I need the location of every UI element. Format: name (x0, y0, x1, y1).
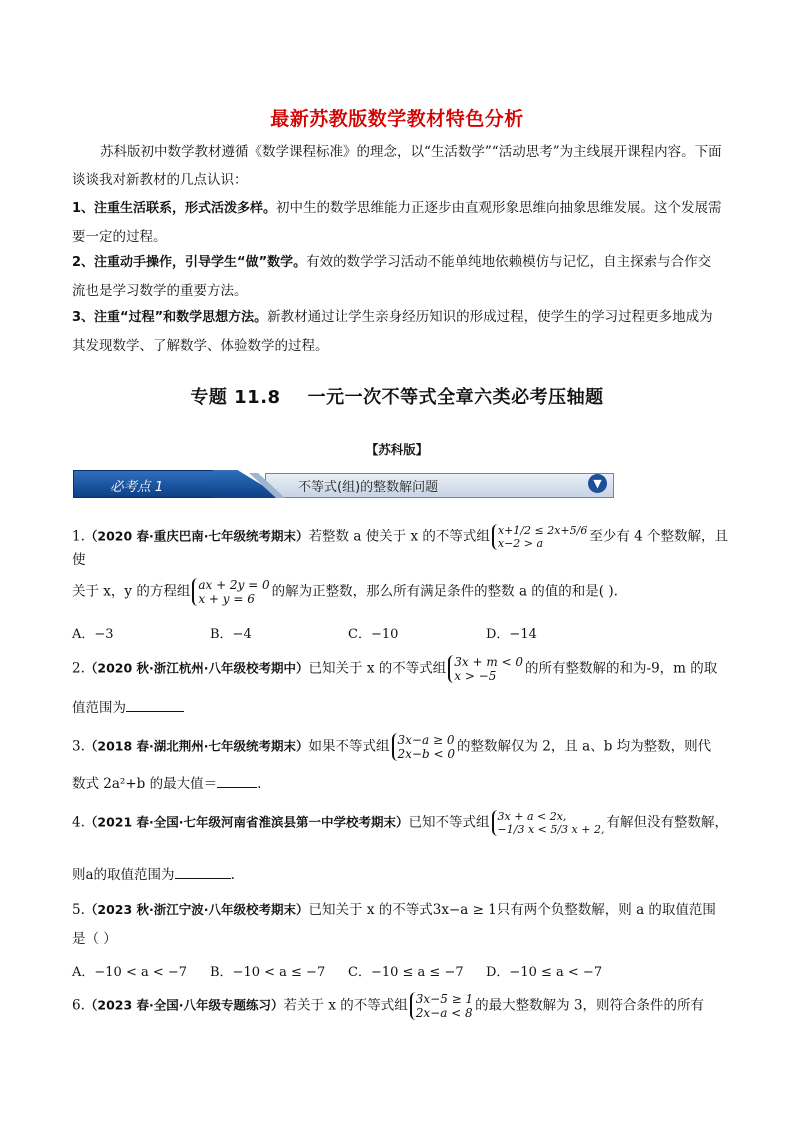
question-text: 是（ ） (72, 931, 117, 947)
edition-label: 【苏科版】 (365, 442, 429, 457)
system-row: x > −5 (454, 669, 497, 683)
page-title: 最新苏教版数学教材特色分析 (270, 108, 524, 130)
question-source: （2020 春·重庆巴南·七年级统考期末） (84, 528, 309, 544)
question-1 (72, 524, 732, 570)
question-text: 已知关于 x 的不等式3x−a ≥ 1只有两个负整数解，则 a 的取值范围 (308, 902, 716, 918)
question-4-continued (72, 864, 732, 885)
question-5 (72, 900, 732, 920)
question-number: 6. (72, 997, 85, 1014)
question-3 (72, 733, 732, 761)
answer-blank[interactable] (217, 773, 257, 788)
section-banner (73, 470, 614, 498)
intro-paragraph-3 (72, 248, 722, 305)
question-2-continued (72, 697, 732, 718)
chevron-down-icon[interactable]: ▼ (588, 474, 607, 493)
question-text: 的整数解仅为 2，且 a、b 均为整数，则代 (457, 738, 712, 755)
banner-label: 不等式(组)的整数解问题 (298, 480, 439, 495)
question-text: 有解但没有整数解， (606, 814, 728, 831)
option-b[interactable]: B．−4 (210, 627, 252, 642)
system-row: 3x−5 ≥ 1 (415, 992, 474, 1006)
option-c[interactable]: C．−10 ≤ a ≤ −7 (348, 965, 464, 980)
system-row: x+1/2 ≤ 2x+5/6 (497, 524, 588, 537)
inequality-system (492, 524, 587, 550)
option-d[interactable]: D．−10 ≤ a < −7 (486, 965, 603, 980)
question-text: 数式 2a²+b 的最大值＝ (72, 776, 218, 792)
equation-system (192, 578, 269, 606)
system-row: 3x−a ≥ 0 (397, 733, 455, 747)
system-row: x−2 > a (497, 537, 544, 550)
intro-paragraph-4 (72, 303, 722, 360)
answer-blank[interactable] (126, 697, 184, 712)
option-b[interactable]: B．−10 < a ≤ −7 (210, 965, 326, 980)
inequality-system (448, 655, 523, 683)
question-text: 值范围为 (72, 700, 126, 716)
question-4 (72, 810, 732, 836)
system-row: ax + 2y = 0 (198, 578, 270, 592)
question-text: 若整数 a 使关于 x 的不等式组 (308, 528, 490, 545)
question-number: 5. (72, 902, 85, 918)
question-source: （2023 春·全国·八年级专题练习） (84, 997, 284, 1013)
question-text: . (230, 867, 235, 883)
question-3-continued (72, 773, 732, 794)
answer-blank[interactable] (175, 864, 231, 879)
option-a[interactable]: A．−10 < a < −7 (72, 965, 188, 980)
option-c[interactable]: C．−10 (348, 627, 399, 642)
system-row: 3x + m < 0 (454, 655, 524, 669)
question-number: 1. (72, 528, 85, 545)
question-source: （2023 秋·浙江宁波·八年级校考期末） (84, 902, 309, 917)
question-source: （2018 春·湖北荆州·七年级统考期末） (84, 738, 309, 754)
question-text: 已知不等式组 (408, 814, 490, 831)
inequality-system (392, 733, 455, 761)
question-text: 关于 x，y 的方程组 (72, 583, 191, 600)
question-number: 2. (72, 660, 85, 677)
question-text: 的所有整数解的和为-9，m 的取 (525, 660, 718, 677)
question-2 (72, 655, 732, 683)
banner-badge (73, 470, 223, 498)
option-a[interactable]: A．−3 (72, 627, 114, 642)
question-text: 的最大整数解为 3，则符合条件的所有 (475, 997, 705, 1014)
point-3-heading: 3、注重“过程”和数学思想方法。 (72, 310, 268, 325)
system-row: 3x + a < 2x, (497, 810, 567, 823)
point-3-text: 新教材通过让学生亲身经历知识的形成过程，使学生的学习过程更多地成为其发现数学、了解数学、体验数学的过程。 (72, 309, 713, 354)
system-row: 2x−b < 0 (397, 747, 455, 761)
point-1-heading: 1、注重生活联系，形式活泼多样。 (72, 201, 277, 216)
question-text: 若关于 x 的不等式组 (283, 997, 408, 1014)
banner-badge-text: 必考点 1 (110, 479, 164, 495)
question-5-continued (72, 929, 732, 949)
intro-paragraph-2 (72, 194, 722, 251)
question-text: 如果不等式组 (308, 738, 390, 755)
question-text: 已知关于 x 的不等式组 (308, 660, 447, 677)
point-1-text: 初中生的数学思维能力正逐步由直观形象思维向抽象思维发展。这个发展需要一定的过程。 (72, 200, 722, 245)
system-row: −1/3 x < 5/3 x + 2, (497, 823, 605, 836)
point-2-text: 有效的数学学习活动不能单纯地依赖模仿与记忆，自主探索与合作交流也是学习数学的重要方法。 (72, 254, 712, 299)
option-d[interactable]: D．−14 (486, 627, 537, 642)
question-1-continued (72, 578, 732, 606)
system-row: 2x−a < 8 (415, 1006, 473, 1020)
question-text: 则a的取值范围为 (72, 867, 175, 883)
question-text: 的解为正整数，那么所有满足条件的整数 a 的值的和是( ). (271, 583, 618, 600)
inequality-system (492, 810, 605, 836)
topic-title: 专题 11.8 一元一次不等式全章六类必考压轴题 (190, 387, 604, 408)
inequality-system (410, 992, 473, 1020)
question-source: （2021 春·全国·七年级河南省淮滨县第一中学校考期末） (84, 814, 409, 830)
question-6 (72, 992, 732, 1020)
intro-paragraph-1: 苏科版初中数学教材遵循《数学课程标准》的理念，以“生活数学”“活动思考”为主线展开课程内容。下面谈谈我对新教材的几点认识： (72, 144, 722, 188)
question-number: 4. (72, 814, 85, 831)
question-number: 3. (72, 738, 85, 755)
system-row: x + y = 6 (198, 592, 255, 606)
point-2-heading: 2、注重动手操作，引导学生“做”数学。 (72, 255, 307, 270)
question-text: . (257, 776, 262, 792)
question-source: （2020 秋·浙江杭州·八年级校考期中） (84, 660, 309, 676)
question-text: 至少有 4 个整数解，且使 (72, 528, 728, 568)
